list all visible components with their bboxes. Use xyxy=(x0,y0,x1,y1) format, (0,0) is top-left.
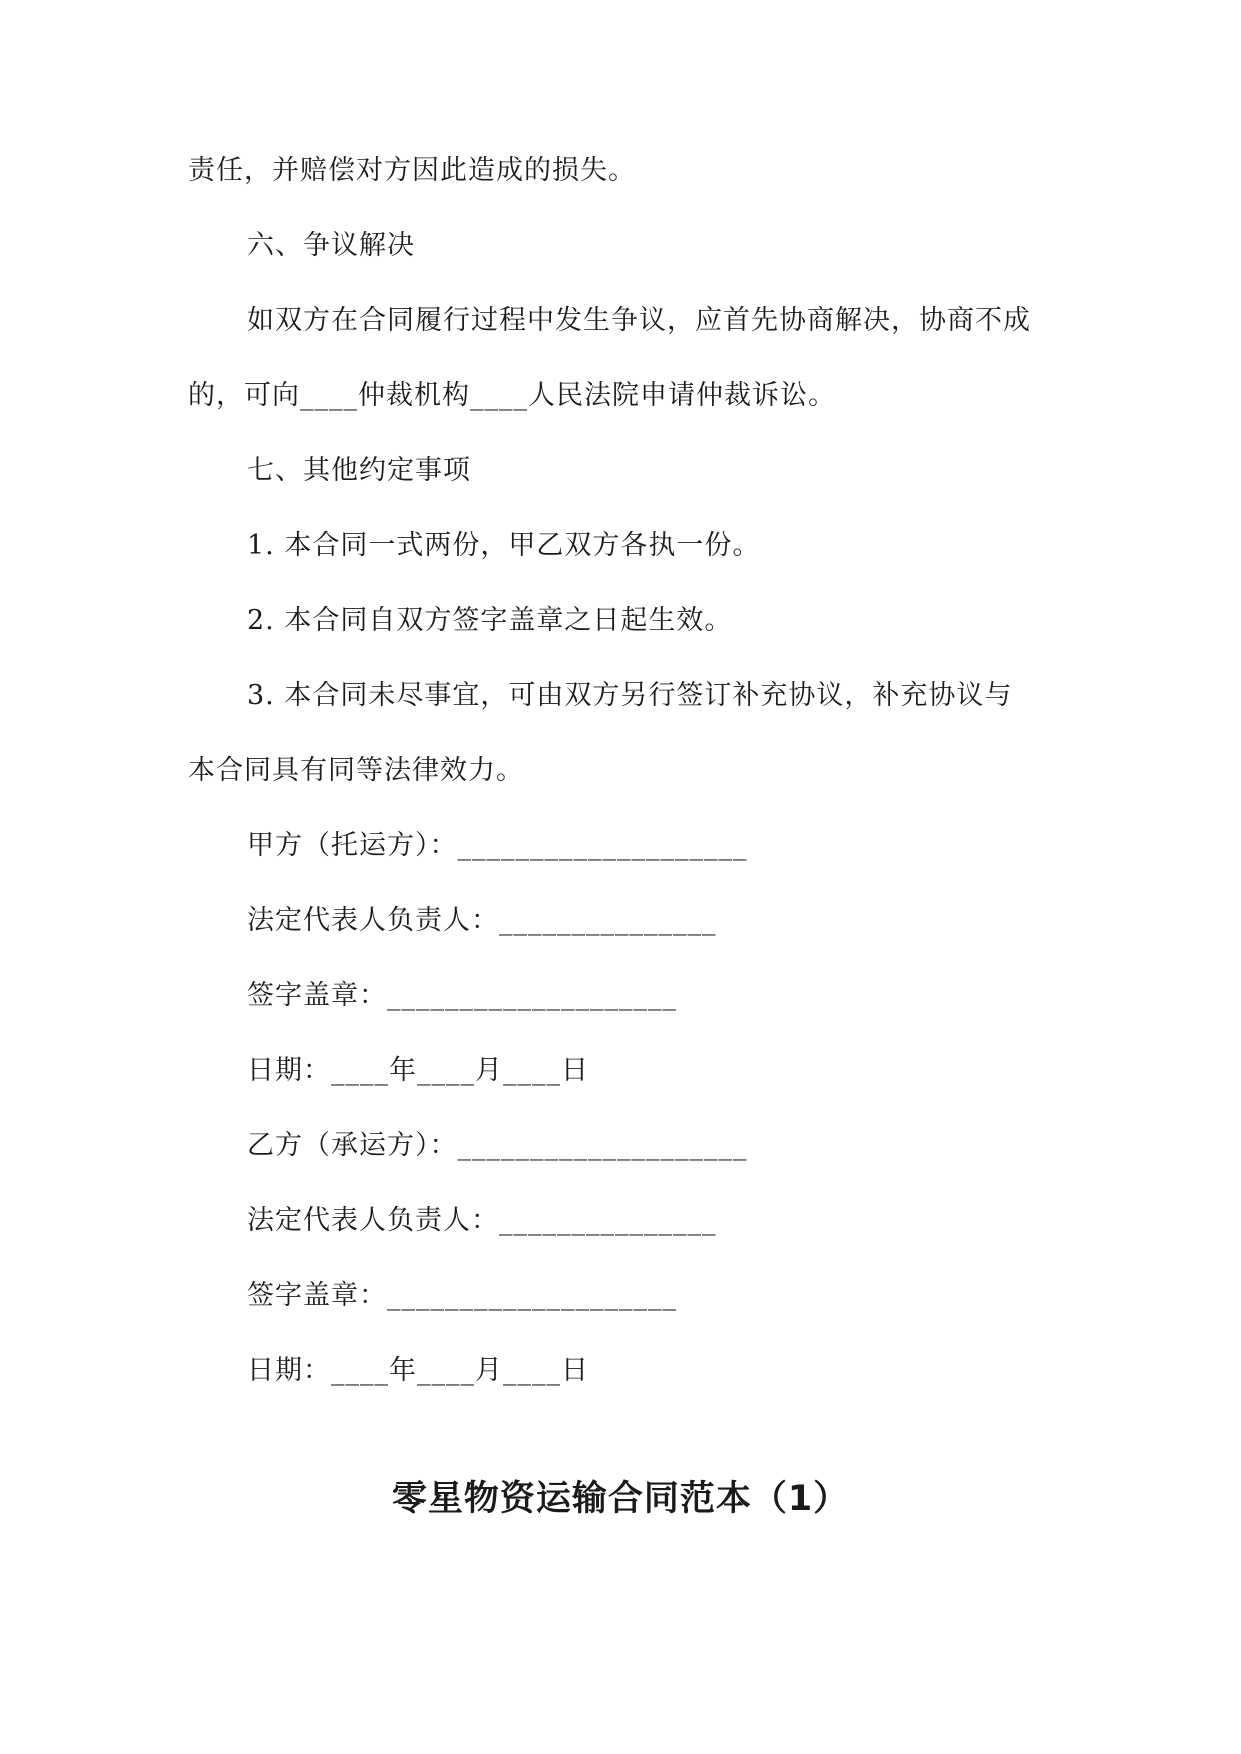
section-title: 零星物资运输合同范本（1） xyxy=(391,1479,850,1519)
heading-dispute-resolution: 六、争议解决 xyxy=(247,230,415,261)
clause-3-line2: 本合同具有同等法律效力。 xyxy=(188,755,524,786)
party-a-date-field: 日期：____年____月____日 xyxy=(247,1055,589,1086)
clause-1: 1. 本合同一式两份，甲乙双方各执一份。 xyxy=(247,530,761,561)
clause-3-line1: 3. 本合同未尽事宜，可由双方另行签订补充协议，补充协议与 xyxy=(247,680,1013,711)
heading-other-matters: 七、其他约定事项 xyxy=(247,455,471,486)
party-b-signature-field: 签字盖章：____________________ xyxy=(247,1280,677,1311)
paragraph-liability-end: 责任，并赔偿对方因此造成的损失。 xyxy=(188,155,636,186)
party-b-date-field: 日期：____年____月____日 xyxy=(247,1355,589,1386)
party-a-signature-field: 签字盖章：____________________ xyxy=(247,980,677,1011)
paragraph-dispute-line2: 的，可向____仲裁机构____人民法院申请仲裁诉讼。 xyxy=(188,380,836,411)
clause-2: 2. 本合同自双方签字盖章之日起生效。 xyxy=(247,605,733,636)
paragraph-dispute-line1: 如双方在合同履行过程中发生争议，应首先协商解决，协商不成 xyxy=(247,305,1031,336)
party-a-name-field: 甲方（托运方）：____________________ xyxy=(247,830,748,861)
party-b-name-field: 乙方（承运方）：____________________ xyxy=(247,1130,748,1161)
party-b-representative-field: 法定代表人负责人：_______________ xyxy=(247,1205,717,1236)
party-a-representative-field: 法定代表人负责人：_______________ xyxy=(247,905,717,936)
